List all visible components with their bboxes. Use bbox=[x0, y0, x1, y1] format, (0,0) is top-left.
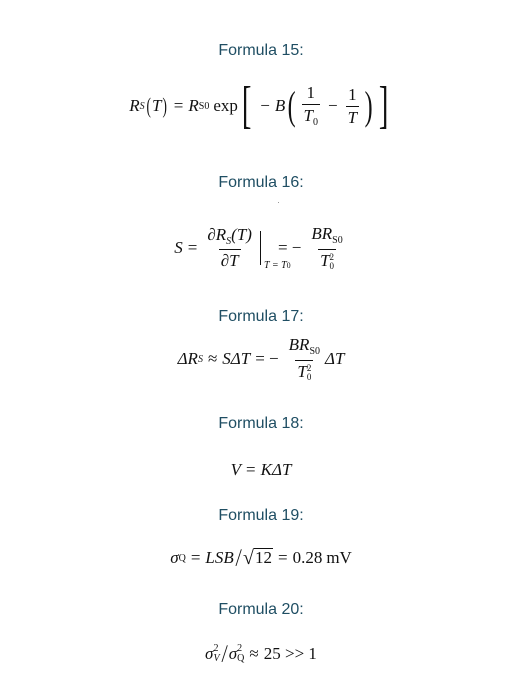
formula-19: σ Q = LSB / √ 12 = 0.28 mV bbox=[170, 542, 352, 573]
subscript-S0: S0 bbox=[198, 100, 210, 112]
equals: = bbox=[187, 238, 198, 257]
unit: mV bbox=[326, 548, 352, 567]
equals: = bbox=[277, 548, 288, 567]
equals-minus: = − bbox=[255, 349, 279, 368]
fraction-BRs0-over-T0sq: $BR_{S0}$ T 2 0 bbox=[288, 335, 320, 382]
formula-20-label: Formula 20: bbox=[218, 601, 304, 618]
stray-dot bbox=[278, 202, 279, 203]
approx: ≈ bbox=[207, 349, 218, 368]
subscript-S: S bbox=[139, 100, 145, 112]
symbol-B: B bbox=[274, 96, 286, 115]
exp-function: exp bbox=[213, 96, 238, 115]
formula-18-label: Formula 18: bbox=[218, 415, 304, 432]
evaluation-bar: T = T0 bbox=[260, 231, 261, 265]
equals-minus: = − bbox=[277, 238, 302, 257]
fraction-1-over-T0: $\frac{1}{T_0}$ bbox=[303, 82, 318, 128]
formula-17: ΔR S ≈ SΔT = − $BR_{S0}$ T 2 0 ΔT bbox=[177, 335, 345, 382]
formula-18: V = KΔT bbox=[230, 460, 292, 479]
equals: = bbox=[173, 96, 184, 115]
fraction-BRs0-over-T0sq: $BR_{S0}$ T 2 0 bbox=[311, 224, 343, 271]
value: 25 >> 1 bbox=[263, 644, 317, 663]
LSB: LSB bbox=[205, 548, 234, 567]
sigma: σ bbox=[205, 644, 214, 663]
S-delta-T: SΔT bbox=[222, 349, 251, 368]
formula-16-label: Formula 16: bbox=[218, 174, 304, 191]
delta-T: ΔT bbox=[325, 349, 345, 368]
symbol-R: R bbox=[129, 96, 140, 115]
formula-17-label: Formula 17: bbox=[218, 308, 304, 325]
symbol-S: S bbox=[174, 238, 183, 257]
approx: ≈ bbox=[249, 644, 259, 663]
symbol-R: R bbox=[188, 96, 199, 115]
sqrt-12: √ 12 bbox=[242, 546, 272, 569]
sigma: σ bbox=[170, 548, 179, 567]
formula-15-label: Formula 15: bbox=[218, 42, 304, 59]
fraction-1-over-T: $\frac{1}{T}$ bbox=[347, 84, 358, 127]
value: 0.28 bbox=[292, 548, 323, 567]
equals: = bbox=[190, 548, 201, 567]
formula-15: R S ( T ) = R S0 exp [ − B ( $\frac{1}{T_0}$ − $\frac{1}{T}$ ) ] bbox=[129, 77, 389, 134]
formula-16 bbox=[0, 220, 522, 276]
symbol-T: T bbox=[152, 96, 162, 115]
minus: − bbox=[260, 96, 270, 115]
formula-20: σ 2 V / σ 2 Q ≈ 25 >> 1 bbox=[205, 638, 317, 669]
formula-19-label: Formula 19: bbox=[218, 507, 304, 524]
delta-R: ΔR bbox=[177, 349, 198, 368]
partial-derivative: $\frac{\partial R_S(T)}{\partial T}$ bbox=[207, 224, 252, 271]
